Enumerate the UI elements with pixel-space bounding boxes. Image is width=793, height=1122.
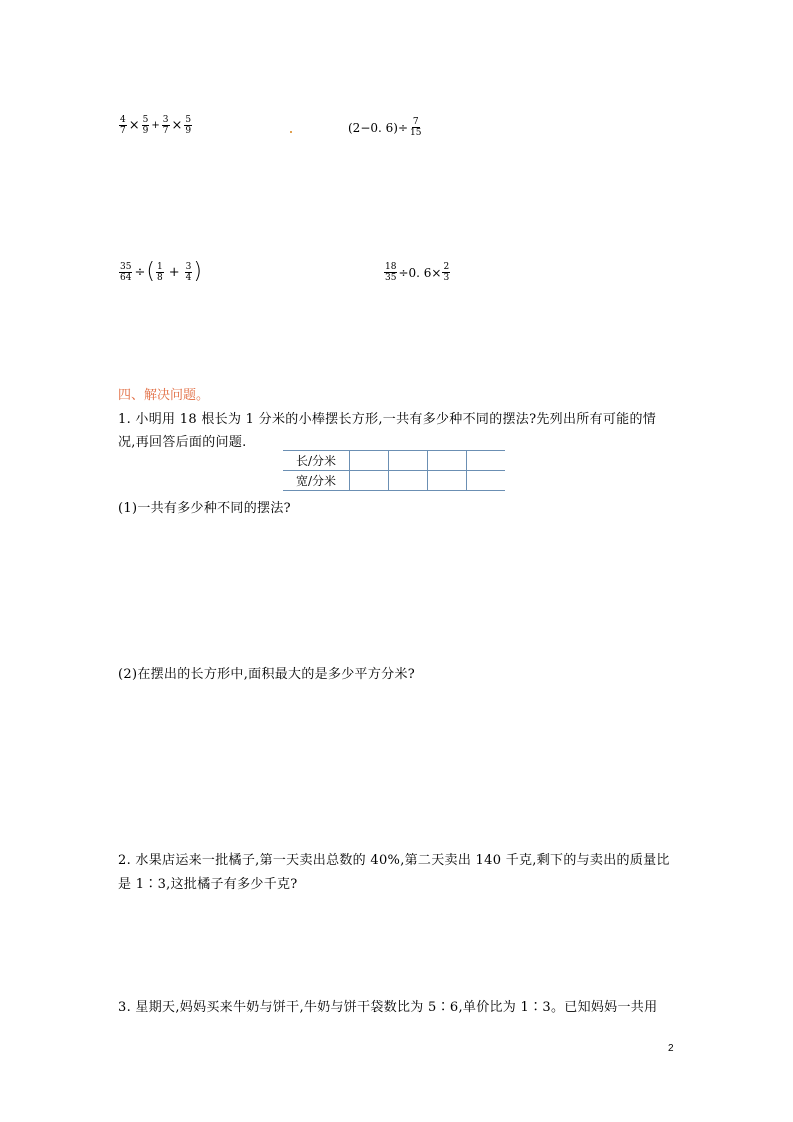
page-number: 2 <box>668 1043 674 1054</box>
table-cell[interactable] <box>350 471 389 491</box>
fraction: $\frac{35}{64}$ <box>120 261 132 283</box>
operator: + <box>151 120 160 131</box>
table-cell[interactable] <box>389 471 428 491</box>
question-1-line-1: 1. 小明用 18 根长为 1 分米的小棒摆长方形,一共有多少种不同的摆法?先列出所有可能的情 <box>118 412 657 427</box>
row-label-width: 宽/分米 <box>283 471 350 491</box>
operator: × <box>128 118 140 133</box>
left-paren: ( <box>146 259 155 284</box>
table-cell[interactable] <box>467 471 506 491</box>
question-1-line-2: 况,再回答后面的问题. <box>118 435 247 450</box>
table-cell[interactable] <box>389 451 428 471</box>
fraction: $\frac{2}{3}$ <box>443 262 450 283</box>
calc-problem-4 <box>383 262 451 283</box>
decorative-dot <box>290 131 292 133</box>
table-cell[interactable] <box>467 451 506 471</box>
fraction: $\frac{7}{15}$ <box>410 117 422 138</box>
operator: ÷ <box>134 264 146 280</box>
fraction: $\frac{18}{35}$ <box>385 262 397 283</box>
table-row <box>283 451 505 471</box>
question-3-line-1: 3. 星期天,妈妈买来牛奶与饼干,牛奶与饼干袋数比为 5∶6,单价比为 1∶3。已知妈妈一共用 <box>118 1000 658 1015</box>
question-1-sub-2: (2)在摆出的长方形中,面积最大的是多少平方分米? <box>118 667 416 682</box>
calc-problem-3 <box>118 261 202 283</box>
fraction: $\frac{3}{4}$ <box>185 261 192 283</box>
expression-prefix: (2−0. 6)÷ <box>348 120 409 135</box>
fraction: $\frac{5}{9}$ <box>185 115 192 136</box>
operator: + <box>168 264 180 280</box>
table-cell[interactable] <box>428 451 467 471</box>
table-cell[interactable] <box>428 471 467 491</box>
fraction: $\frac{3}{7}$ <box>162 115 169 136</box>
fraction: $\frac{5}{9}$ <box>142 115 149 136</box>
table-row <box>283 471 505 491</box>
question-2-line-2: 是 1∶3,这批橘子有多少千克? <box>118 877 298 892</box>
section-heading: 四、解决问题。 <box>118 388 210 403</box>
row-label-length: 长/分米 <box>283 451 350 471</box>
calc-problem-1 <box>118 115 193 136</box>
question-1-sub-1: (1)一共有多少种不同的摆法? <box>118 501 291 516</box>
question-2-line-1: 2. 水果店运来一批橘子,第一天卖出总数的 40%,第二天卖出 140 千克,剩下的与卖出的质量比 <box>118 853 670 868</box>
right-paren: ) <box>193 259 202 284</box>
fraction: $\frac{1}{8}$ <box>156 261 163 283</box>
table-cell[interactable] <box>350 451 389 471</box>
dimension-table <box>283 450 505 491</box>
operator: × <box>171 118 183 133</box>
fraction: $\frac{4}{7}$ <box>120 115 126 136</box>
calc-problem-2 <box>348 117 423 138</box>
expression-middle: ÷0. 6× <box>398 265 442 280</box>
